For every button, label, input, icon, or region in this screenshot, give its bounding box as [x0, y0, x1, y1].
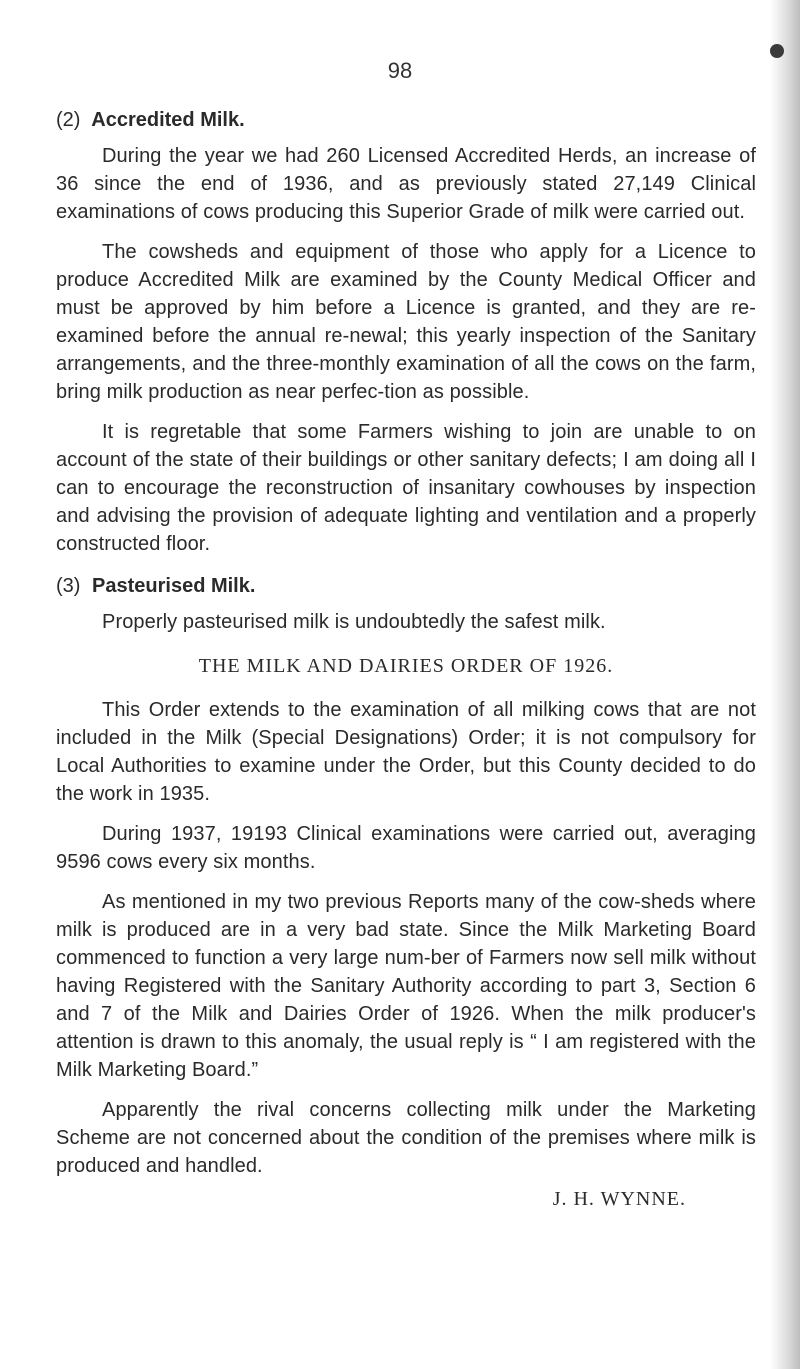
ink-blot-mark [770, 44, 784, 58]
section-heading-pasteurised-milk [56, 572, 756, 600]
order-title: THE MILK AND DAIRIES ORDER OF 1926. [198, 655, 614, 677]
page-edge-shadow [770, 0, 800, 1369]
paragraph: Properly pasteurised milk is undoubtedly the safest milk. [102, 611, 606, 633]
paragraph: Apparently the rival concerns collecting milk under the Marketing Scheme are not concerned about the condition of the premises where milk is produced and handled. [56, 1099, 756, 1177]
section-number: (3) [56, 575, 81, 597]
paragraph: The cowsheds and equipment of those who apply for a Licence to produce Accredited Milk are examined by the County Medical Officer and must be approved by him before a Licence is granted, and they are re-examined before the annual re-newal; this yearly inspection of the Sanitary arrangements, and the three-monthly examination of all the cows on the farm, bring milk production as near perfec-tion as possible. [56, 241, 756, 403]
section-title: Accredited Milk. [91, 109, 245, 131]
section-heading-accredited-milk [56, 106, 756, 134]
paragraph: As mentioned in my two previous Reports many of the cow-sheds where milk is produced are in a very bad state. Since the Milk Marketing Board commenced to function a very large num-ber of Farmers now sell milk without having Registered with the Sanitary Authority according to part 3, Section 6 and 7 of the Milk and Dairies Order of 1926. When the milk producer's attention is drawn to this anomaly, the usual reply is “ I am registered with the Milk Marketing Board.” [56, 891, 756, 1081]
page-number: 98 [387, 58, 413, 83]
paragraph: During 1937, 19193 Clinical examinations were carried out, averaging 9596 cows every six months. [56, 823, 756, 873]
paragraph: During the year we had 260 Licensed Accredited Herds, an increase of 36 since the end of 1936, and as previously stated 27,149 Clinical examinations of cows producing this Superior Grade of milk were carried out. [56, 145, 756, 223]
section-number: (2) [56, 109, 81, 131]
paragraph: This Order extends to the examination of all milking cows that are not included in the Milk (Special Designations) Order; it is not compulsory for Local Authorities to examine under the Order, but this County decided to do the work in 1935. [56, 699, 756, 805]
paragraph: It is regretable that some Farmers wishing to join are unable to on account of the state of their buildings or other sanitary defects; I am doing all I can to encourage the reconstruction of insanitary cowhouses by inspection and advising the provision of adequate lighting and ventilation and a properly constructed floor. [56, 421, 756, 555]
section-title: Pasteurised Milk. [92, 575, 256, 597]
document-body [56, 106, 756, 1211]
signature: J. H. WYNNE. [552, 1188, 686, 1210]
